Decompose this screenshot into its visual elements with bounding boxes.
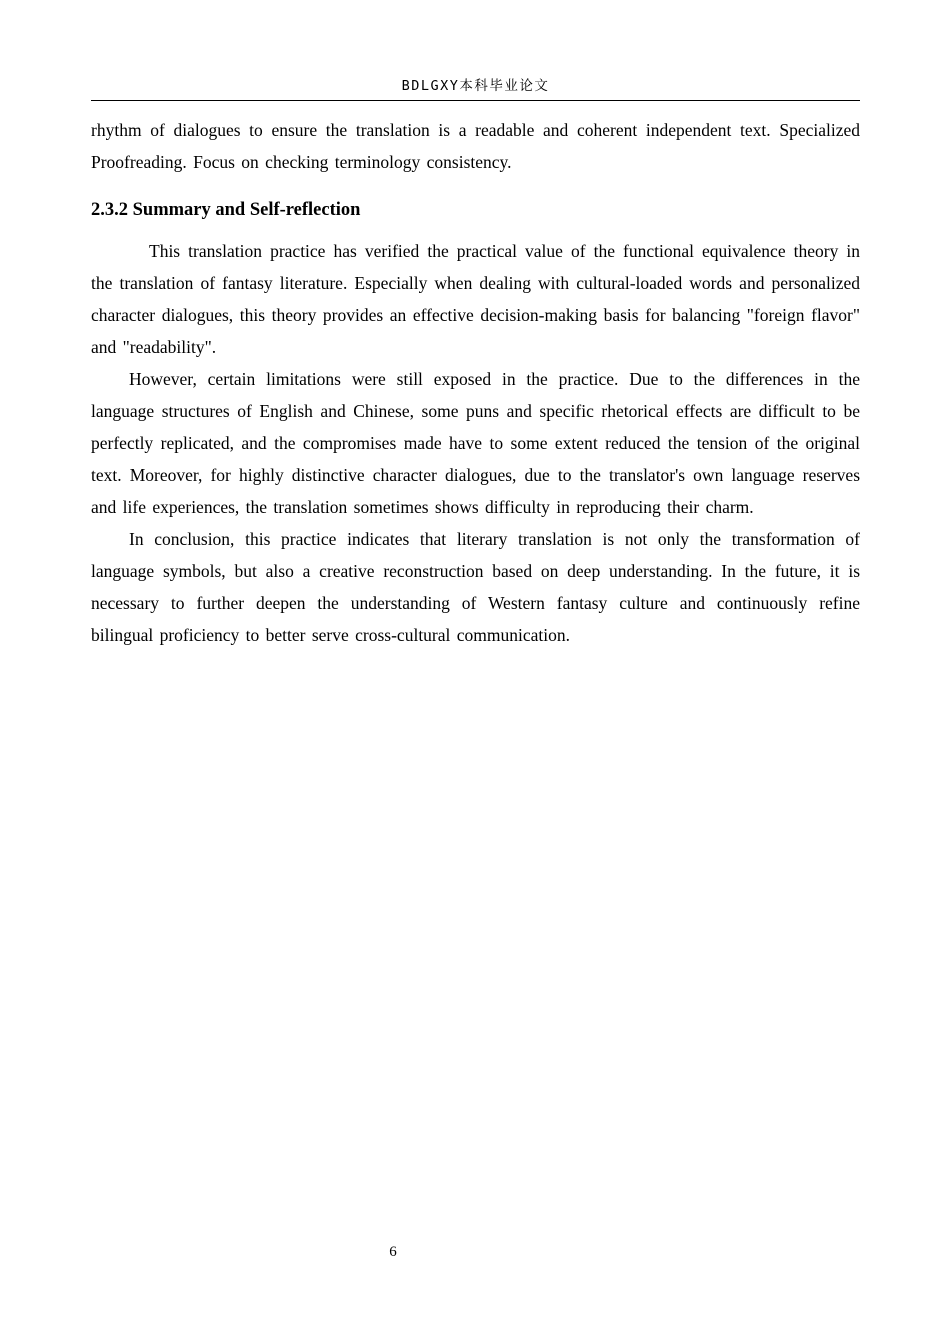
- continuation-paragraph: rhythm of dialogues to ensure the translation is a readable and coherent independent text. Specialized Proofreading. Focus on checking terminology consistency.: [91, 120, 860, 172]
- document-body: [91, 114, 860, 651]
- page-number: 6: [389, 1244, 397, 1260]
- body-paragraph-1: This translation practice has verified the practical value of the functional equivalence theory in the translation of fantasy literature. Especially when dealing with cultural-loaded words and personalized character dialogues, this theory provides an effective decision-making basis for balancing "foreign flavor" and "readability".: [91, 241, 860, 357]
- page-header: [91, 75, 860, 101]
- header-title: BDLGXY本科毕业论文: [401, 78, 550, 94]
- body-paragraph-2: However, certain limitations were still exposed in the practice. Due to the differences in the language structures of English and Chinese, some puns and specific rhetorical effects are difficult to be perfectly replicated, and the compromises made have to some extent reduced the tension of the original text. Moreover, for highly distinctive character dialogues, due to the translator's own language reserves and life experiences, the translation sometimes shows difficulty in reproducing their charm.: [91, 369, 860, 517]
- section-heading: 2.3.2 Summary and Self-reflection: [91, 200, 361, 220]
- body-paragraph-3: In conclusion, this practice indicates that literary translation is not only the transformation of language symbols, but also a creative reconstruction based on deep understanding. In the future, it is necessary to further deepen the understanding of Western fantasy culture and continuously refine bilingual proficiency to better serve cross-cultural communication.: [91, 529, 860, 645]
